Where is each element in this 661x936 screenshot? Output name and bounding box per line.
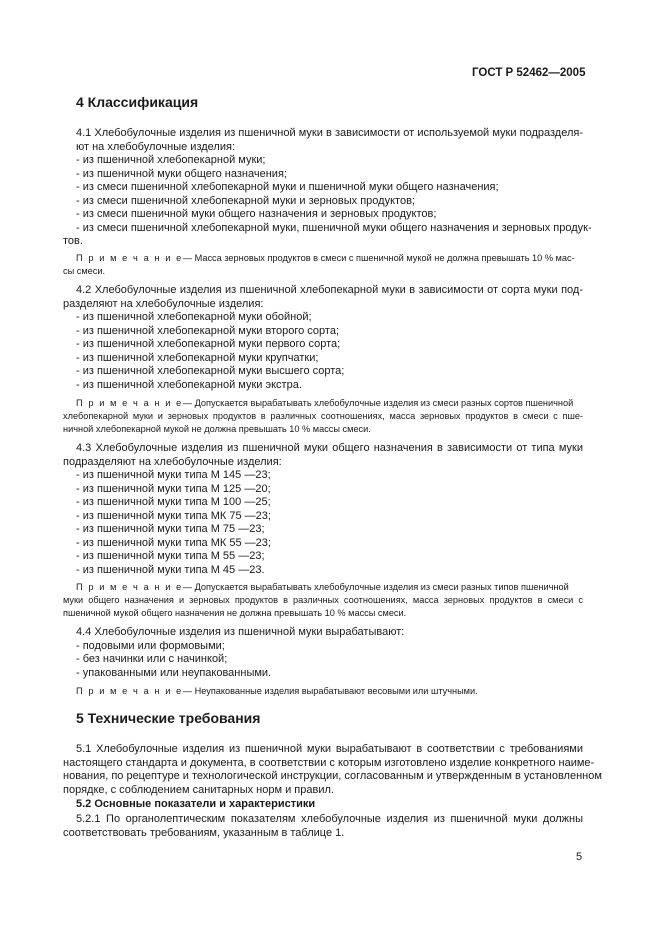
list-item: - из смеси пшеничной муки общего назначения и зерновых продуктов; <box>76 208 437 220</box>
list-item: - из смеси пшеничной хлебопекарной муки и зерновых продуктов; <box>76 195 415 207</box>
para-4-1-line-2: ют на хлебобулочные изделия: <box>76 141 235 153</box>
list-item: - из пшеничной хлебопекарной муки первого сорта; <box>76 338 341 350</box>
note-label: П р и м е ч а н и е <box>76 253 183 263</box>
list-item: - из пшеничной хлебопекарной муки обойной; <box>76 311 312 323</box>
list-item: - из пшеничной муки типа М 100 —25; <box>76 496 271 508</box>
note-text: — Допускается вырабатывать хлебобулочные изделия из смеси разных типов пшеничной <box>182 582 569 592</box>
note-text: — Масса зерновых продуктов в смеси с пшеничной мукой не должна превышать 10 % мас- <box>182 253 575 263</box>
list-item: - из пшеничной муки типа М 125 —20; <box>76 483 271 495</box>
document-number: ГОСТ Р 52462—2005 <box>472 67 586 79</box>
note-text: — Допускается вырабатывать хлебобулочные изделия из смеси разных сортов пшеничной <box>182 398 574 408</box>
note-4-3-line-1 <box>76 581 569 595</box>
section-5-heading: 5 Технические требования <box>76 710 261 726</box>
para-5-2-1-line-1: 5.2.1 По органолептическим показателям хлебобулочные изделия из пшеничной муки должны <box>76 813 583 825</box>
list-item: - из пшеничной муки типа МК 55 —23; <box>76 537 271 549</box>
note-4-1-line-1 <box>76 252 575 266</box>
note-label: П р и м е ч а н и е <box>76 582 183 592</box>
note-label: П р и м е ч а н и е <box>76 686 183 696</box>
para-5-1-line-4: порядке, с соблюдением санитарных норм и правил. <box>63 784 334 796</box>
para-5-1-line-1: 5.1 Хлебобулочные изделия из пшеничной муки вырабатывают в соответствии с требованиями <box>76 743 583 755</box>
list-item: - из пшеничной хлебопекарной муки крупчатки; <box>76 352 319 364</box>
note-4-3-line-3: пшеничной мукой общего назначения не должна превышать 10 % массы смеси. <box>63 608 407 618</box>
para-4-4: 4.4 Хлебобулочные изделия из пшеничной муки вырабатывают: <box>76 626 405 638</box>
list-item: - подовыми или формовыми; <box>76 640 225 652</box>
page-number: 5 <box>576 851 583 863</box>
para-4-3-line-1: 4.3 Хлебобулочные изделия из пшеничной муки общего назначения в зависимости от типа муки <box>76 442 583 454</box>
para-4-3-line-2: подразделяют на хлебобулочные изделия: <box>63 456 282 468</box>
note-4-4 <box>76 685 478 699</box>
list-item: - из пшеничной хлебопекарной муки высшего сорта; <box>76 365 345 377</box>
list-item: - из пшеничной муки общего назначения; <box>76 168 287 180</box>
note-4-2-line-3: ничной хлебопекарной мукой не должна превышать 10 % массы смеси. <box>63 424 371 434</box>
list-item: - из смеси пшеничной хлебопекарной муки, пшеничной муки общего назначения и зерновых продук- <box>76 222 592 234</box>
para-5-2-1-line-2: соответствовать требованиям, указанным в таблице 1. <box>63 827 345 839</box>
note-label: П р и м е ч а н и е <box>76 398 183 408</box>
subsection-5-2-heading: 5.2 Основные показатели и характеристики <box>76 798 316 810</box>
list-item: - из пшеничной хлебопекарной муки; <box>76 154 266 166</box>
note-text: — Неупакованные изделия вырабатывают весовыми или штучными. <box>182 686 478 696</box>
section-4-heading: 4 Классификация <box>76 94 199 110</box>
list-item: - из пшеничной хлебопекарной муки экстра. <box>76 379 302 391</box>
list-item: - из пшеничной муки типа МК 75 —23; <box>76 510 271 522</box>
list-item: - из пшеничной муки типа М 145 —23; <box>76 469 271 481</box>
list-item: - из пшеничной муки типа М 75 —23; <box>76 523 265 535</box>
list-item-continuation: тов. <box>63 235 83 247</box>
list-item: - из смеси пшеничной хлебопекарной муки и пшеничной муки общего назначения; <box>76 181 499 193</box>
list-item: - из пшеничной муки типа М 55 —23; <box>76 550 265 562</box>
note-4-2-line-1 <box>76 397 573 411</box>
para-4-1-line-1: 4.1 Хлебобулочные изделия из пшеничной муки в зависимости от используемой муки подразделя- <box>76 127 583 139</box>
para-4-2-line-1: 4.2 Хлебобулочные изделия из пшеничной хлебопекарной муки в зависимости от сорта муки под- <box>76 284 583 296</box>
note-4-2-line-2: хлебопекарной муки и зерновых продуктов в различных соотношениях, масса зерновых продуктов в смеси с пше- <box>63 411 583 421</box>
note-4-3-line-2: муки общего назначения и зерновых продуктов в различных соотношениях, масса зерновых продуктов в смеси с <box>63 595 583 605</box>
para-4-2-line-2: разделяют на хлебобулочные изделия: <box>63 298 264 310</box>
para-5-1-line-2: настоящего стандарта и документа, в соответствии с которым изготовлено изделие конкретного наиме- <box>63 757 595 769</box>
list-item: - из пшеничной муки типа М 45 —23. <box>76 564 265 576</box>
list-item: - из пшеничной хлебопекарной муки второго сорта; <box>76 325 340 337</box>
list-item: - упакованными или неупакованными. <box>76 667 272 679</box>
para-5-1-line-3: нования, по рецептуре и технологической инструкции, согласованным и утвержденным в установленном <box>63 770 602 782</box>
note-4-1-line-2: сы смеси. <box>63 266 106 276</box>
list-item: - без начинки или с начинкой; <box>76 653 228 665</box>
